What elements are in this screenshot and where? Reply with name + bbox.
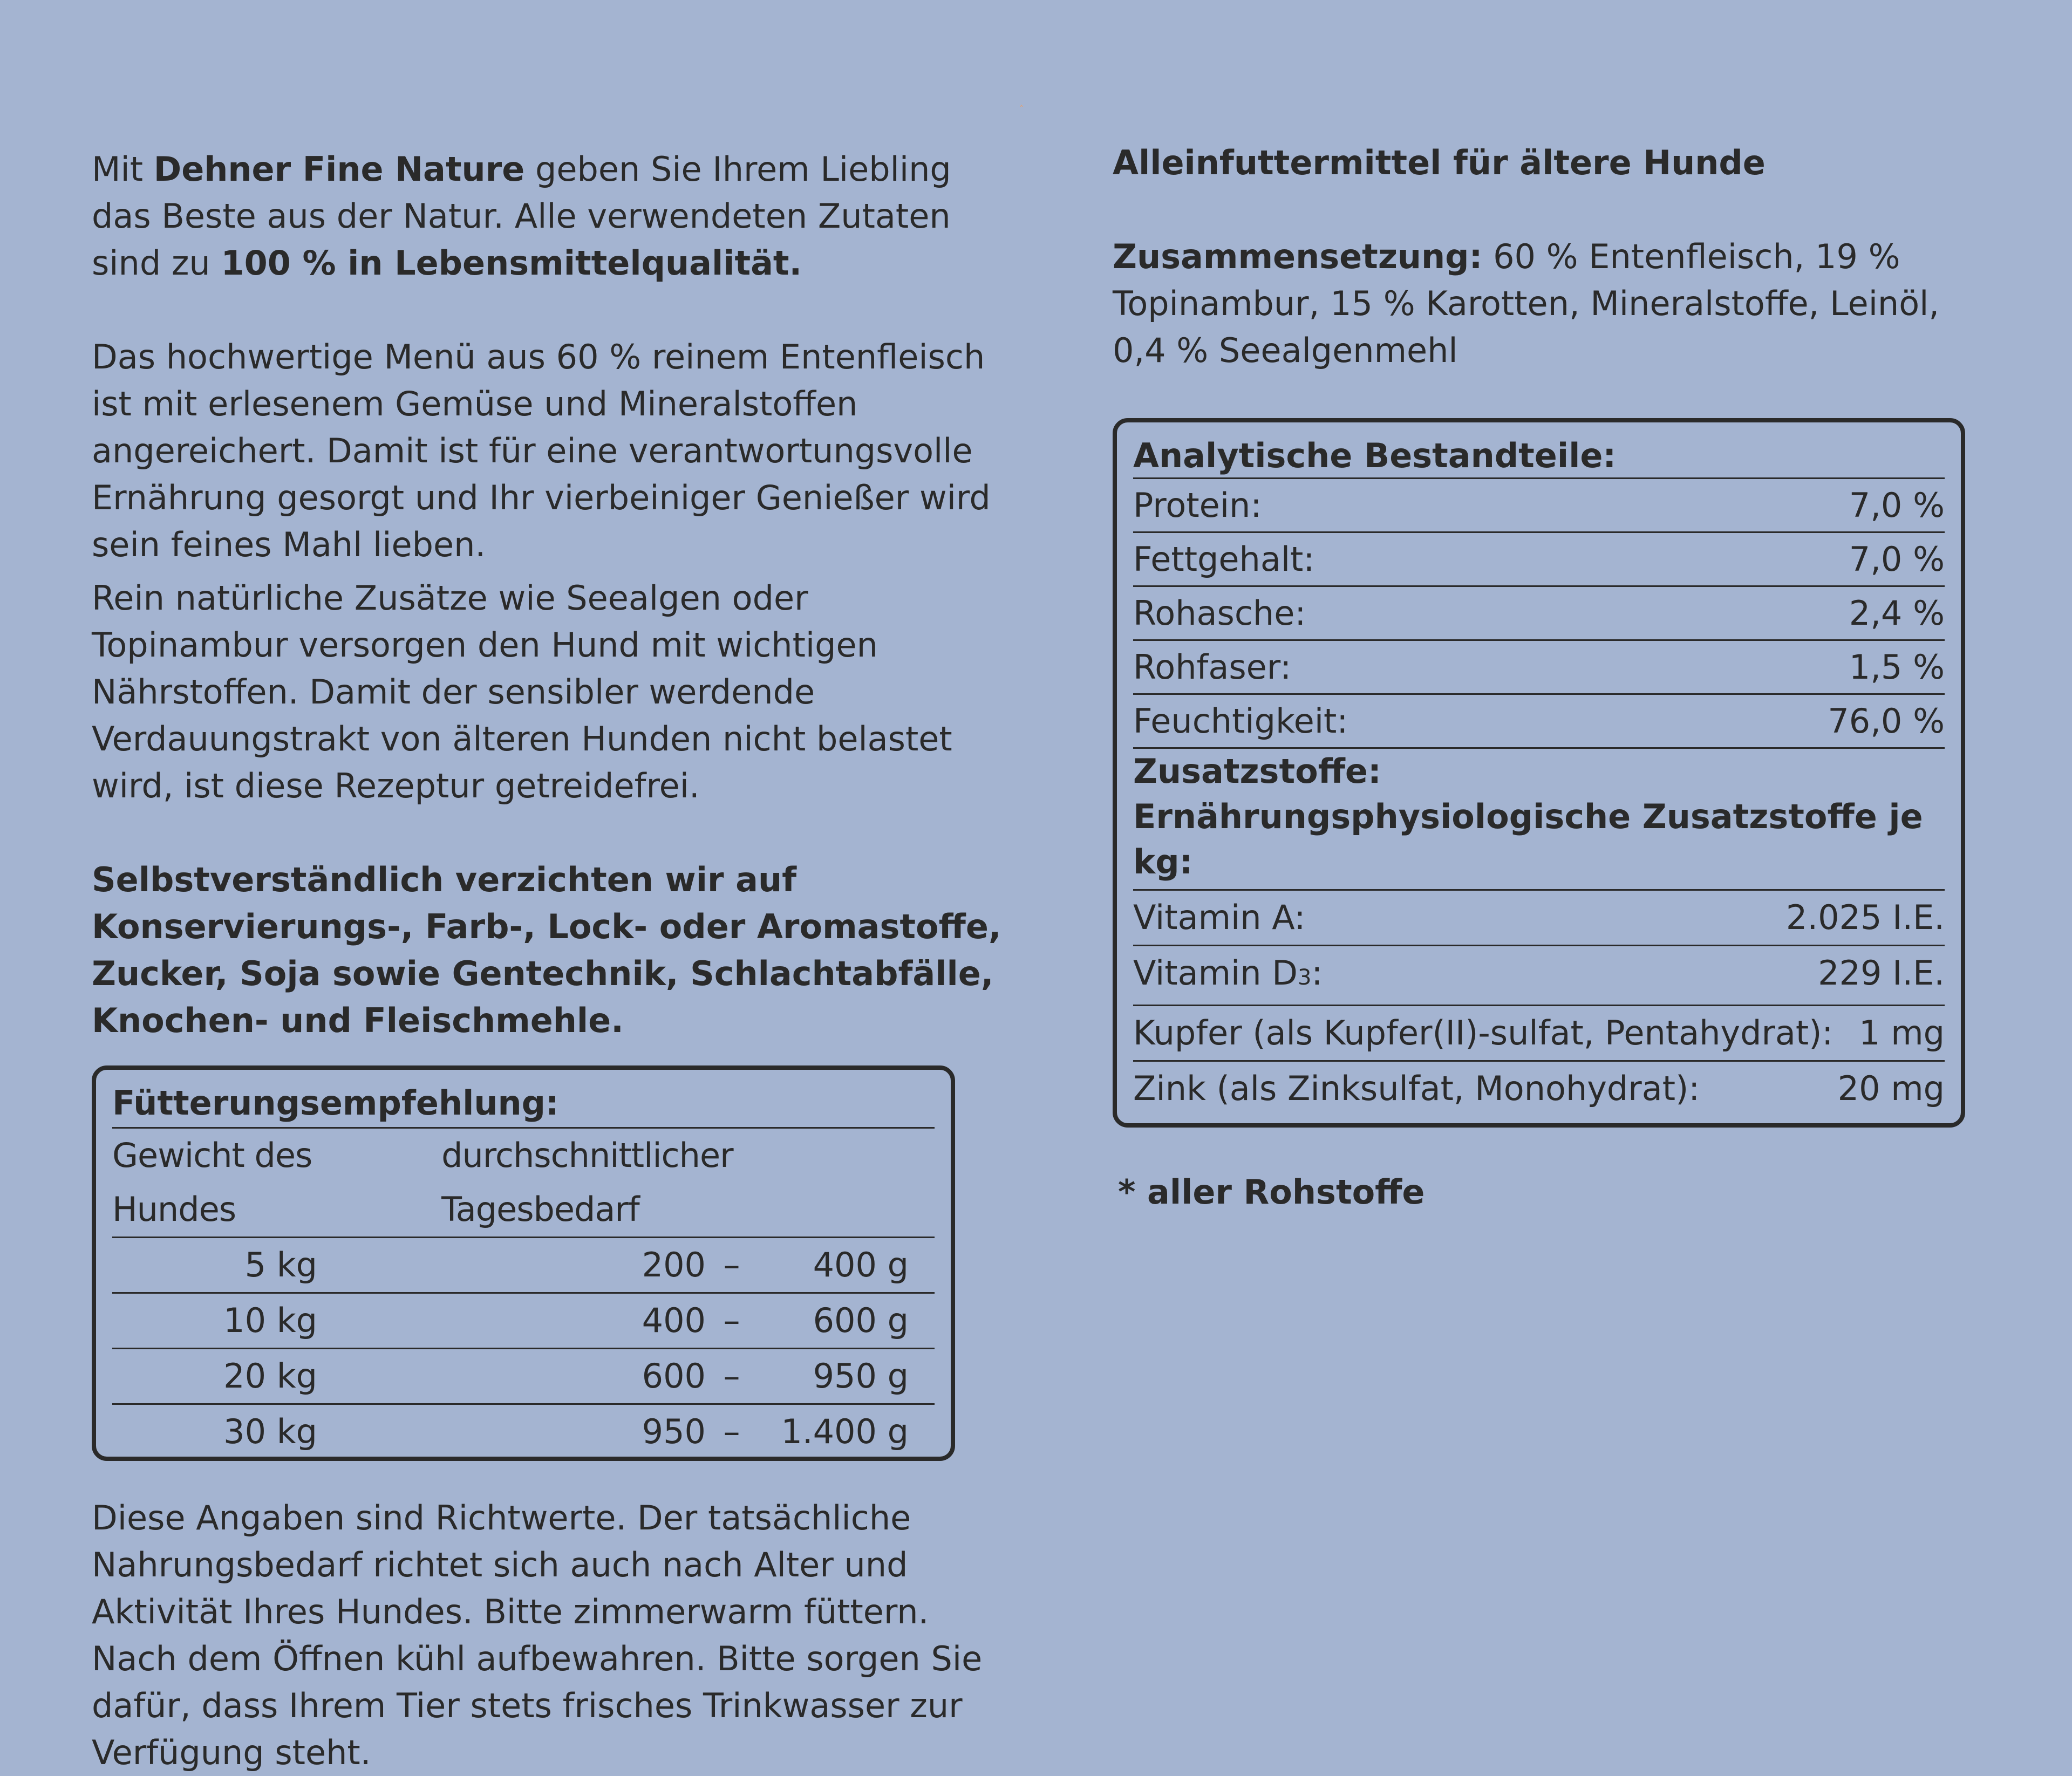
row-dash: –: [723, 1412, 740, 1451]
row-weight: 10 kg: [223, 1301, 317, 1340]
composition-paragraph: [1113, 233, 1965, 374]
table-row: [1133, 946, 1945, 1006]
footnote: * aller Rohstoffe: [1118, 1172, 1425, 1212]
row-label: Kupfer (als Kupfer(II)-sulfat, Pentahydrat):: [1133, 1013, 1834, 1053]
row-value: 2,4 %: [1849, 593, 1945, 633]
feeding-header: [112, 1129, 935, 1238]
brand-name: Dehner Fine Nature: [153, 149, 525, 189]
no-additives-statement: Selbstverständlich verzichten wir auf Konservierungs-, Farb-, Lock- oder Aromastoffe, Zucker, Soja sowie Gentechnik, Schlachtabfälle, Knochen- und Fleischmehle.: [92, 860, 1001, 1040]
analysis-table: [1113, 418, 1965, 1128]
row-label: Fettgehalt:: [1133, 539, 1315, 579]
row-value: 7,0 %: [1849, 539, 1945, 579]
quality-claim: 100 % in Lebensmittelqualität.: [221, 243, 802, 283]
description-paragraph-1: Das hochwertige Menü aus 60 % reinem Entenfleisch ist mit erlesenem Gemüse und Mineralstoffen angereichert. Damit ist für eine verantwortungsvolle Ernährung gesorgt und Ihr vierbeiniger Genießer wird sein feines Mahl lieben.: [92, 337, 991, 564]
header-daily-need: durchschnittlicher Tagesbedarf: [441, 1136, 733, 1229]
table-row: [112, 1403, 935, 1457]
additives-subtitle: Ernährungsphysiologische Zusatzstoffe je kg:: [1133, 794, 1945, 891]
row-min: 200: [642, 1245, 706, 1285]
table-row: [1133, 695, 1945, 749]
row-label-suffix: :: [1311, 953, 1323, 993]
product-type: Alleinfuttermittel für ältere Hunde: [1113, 143, 1766, 182]
row-value: 2.025 I.E.: [1785, 898, 1945, 937]
intro-text-1: Mit: [92, 149, 154, 189]
row-max: 950 g: [813, 1356, 909, 1396]
table-row: [1133, 1006, 1945, 1062]
row-label: Zink (als Zinksulfat, Monohydrat):: [1133, 1069, 1700, 1108]
right-column: [1113, 139, 1965, 1215]
row-min: 600: [642, 1356, 706, 1396]
row-value: 1,5 %: [1849, 647, 1945, 687]
table-row: [1133, 891, 1945, 946]
row-min: 400: [642, 1301, 706, 1340]
row-label-subscript: 3: [1297, 965, 1312, 990]
feeding-title: Fütterungsempfehlung:: [112, 1082, 935, 1129]
decorative-mark: ‸: [1020, 96, 1024, 107]
row-weight: 30 kg: [223, 1412, 317, 1451]
row-label: Rohasche:: [1133, 593, 1306, 633]
composition-label: Zusammensetzung:: [1113, 237, 1483, 276]
table-row: [112, 1292, 935, 1348]
row-min: 950: [642, 1412, 706, 1451]
row-dash: –: [723, 1245, 740, 1285]
row-value: 20 mg: [1837, 1069, 1945, 1108]
row-max: 600 g: [813, 1301, 909, 1340]
left-column: [92, 146, 1004, 1776]
description-paragraph-2: Rein natürliche Zusätze wie Seealgen oder Topinambur versorgen den Hund mit wichtigen Nährstoffen. Damit der sensibler werdende Verdauungstrakt von älteren Hunden nicht belastet wird, ist diese Rezeptur getreidefrei.: [92, 578, 952, 805]
row-label-text: Vitamin D: [1133, 953, 1298, 993]
composition-text: 60 % Entenfleisch, 19 % Topinambur, 15 % Karotten, Mineralstoffe, Leinöl, 0,4 % Seealgenmehl: [1113, 237, 1940, 370]
row-value: 76,0 %: [1828, 701, 1945, 741]
table-row: [1133, 1062, 1945, 1116]
header-weight: Gewicht des Hundes: [112, 1136, 312, 1229]
row-label: [1133, 946, 1323, 1005]
table-row: [1133, 587, 1945, 641]
table-row: [1133, 479, 1945, 533]
intro-text-2: geben Sie Ihrem Liebling das Beste aus der Natur. Alle verwendeten Zutaten sind zu: [92, 149, 951, 283]
table-row: [1133, 533, 1945, 587]
row-label: Feuchtigkeit:: [1133, 701, 1348, 741]
row-max: 1.400 g: [781, 1412, 909, 1451]
table-row: [112, 1238, 935, 1292]
row-max: 400 g: [813, 1245, 909, 1285]
row-value: 229 I.E.: [1818, 953, 1945, 993]
table-row: [112, 1348, 935, 1403]
row-value: 7,0 %: [1849, 486, 1945, 525]
row-value: 1 mg: [1859, 1013, 1945, 1053]
row-label: Rohfaser:: [1133, 647, 1292, 687]
feeding-recommendation-table: [92, 1065, 955, 1461]
feeding-note: Diese Angaben sind Richtwerte. Der tatsächliche Nahrungsbedarf richtet sich auch nach Alter und Aktivität Ihres Hundes. Bitte zimmerwarm füttern. Nach dem Öffnen kühl aufbewahren. Bitte sorgen Sie dafür, dass Ihrem Tier stets frisches Trinkwasser zur Verfügung steht.: [92, 1498, 983, 1772]
row-weight: 20 kg: [223, 1356, 317, 1396]
additives-title: Zusatzstoffe:: [1133, 752, 1381, 791]
row-weight: 5 kg: [244, 1245, 317, 1285]
table-row: [1133, 641, 1945, 695]
row-label: Protein:: [1133, 486, 1262, 525]
intro-paragraph: [92, 146, 1004, 286]
row-dash: –: [723, 1356, 740, 1396]
analysis-title: Analytische Bestandteile:: [1133, 434, 1945, 479]
row-label: Vitamin A:: [1133, 898, 1306, 937]
row-dash: –: [723, 1301, 740, 1340]
